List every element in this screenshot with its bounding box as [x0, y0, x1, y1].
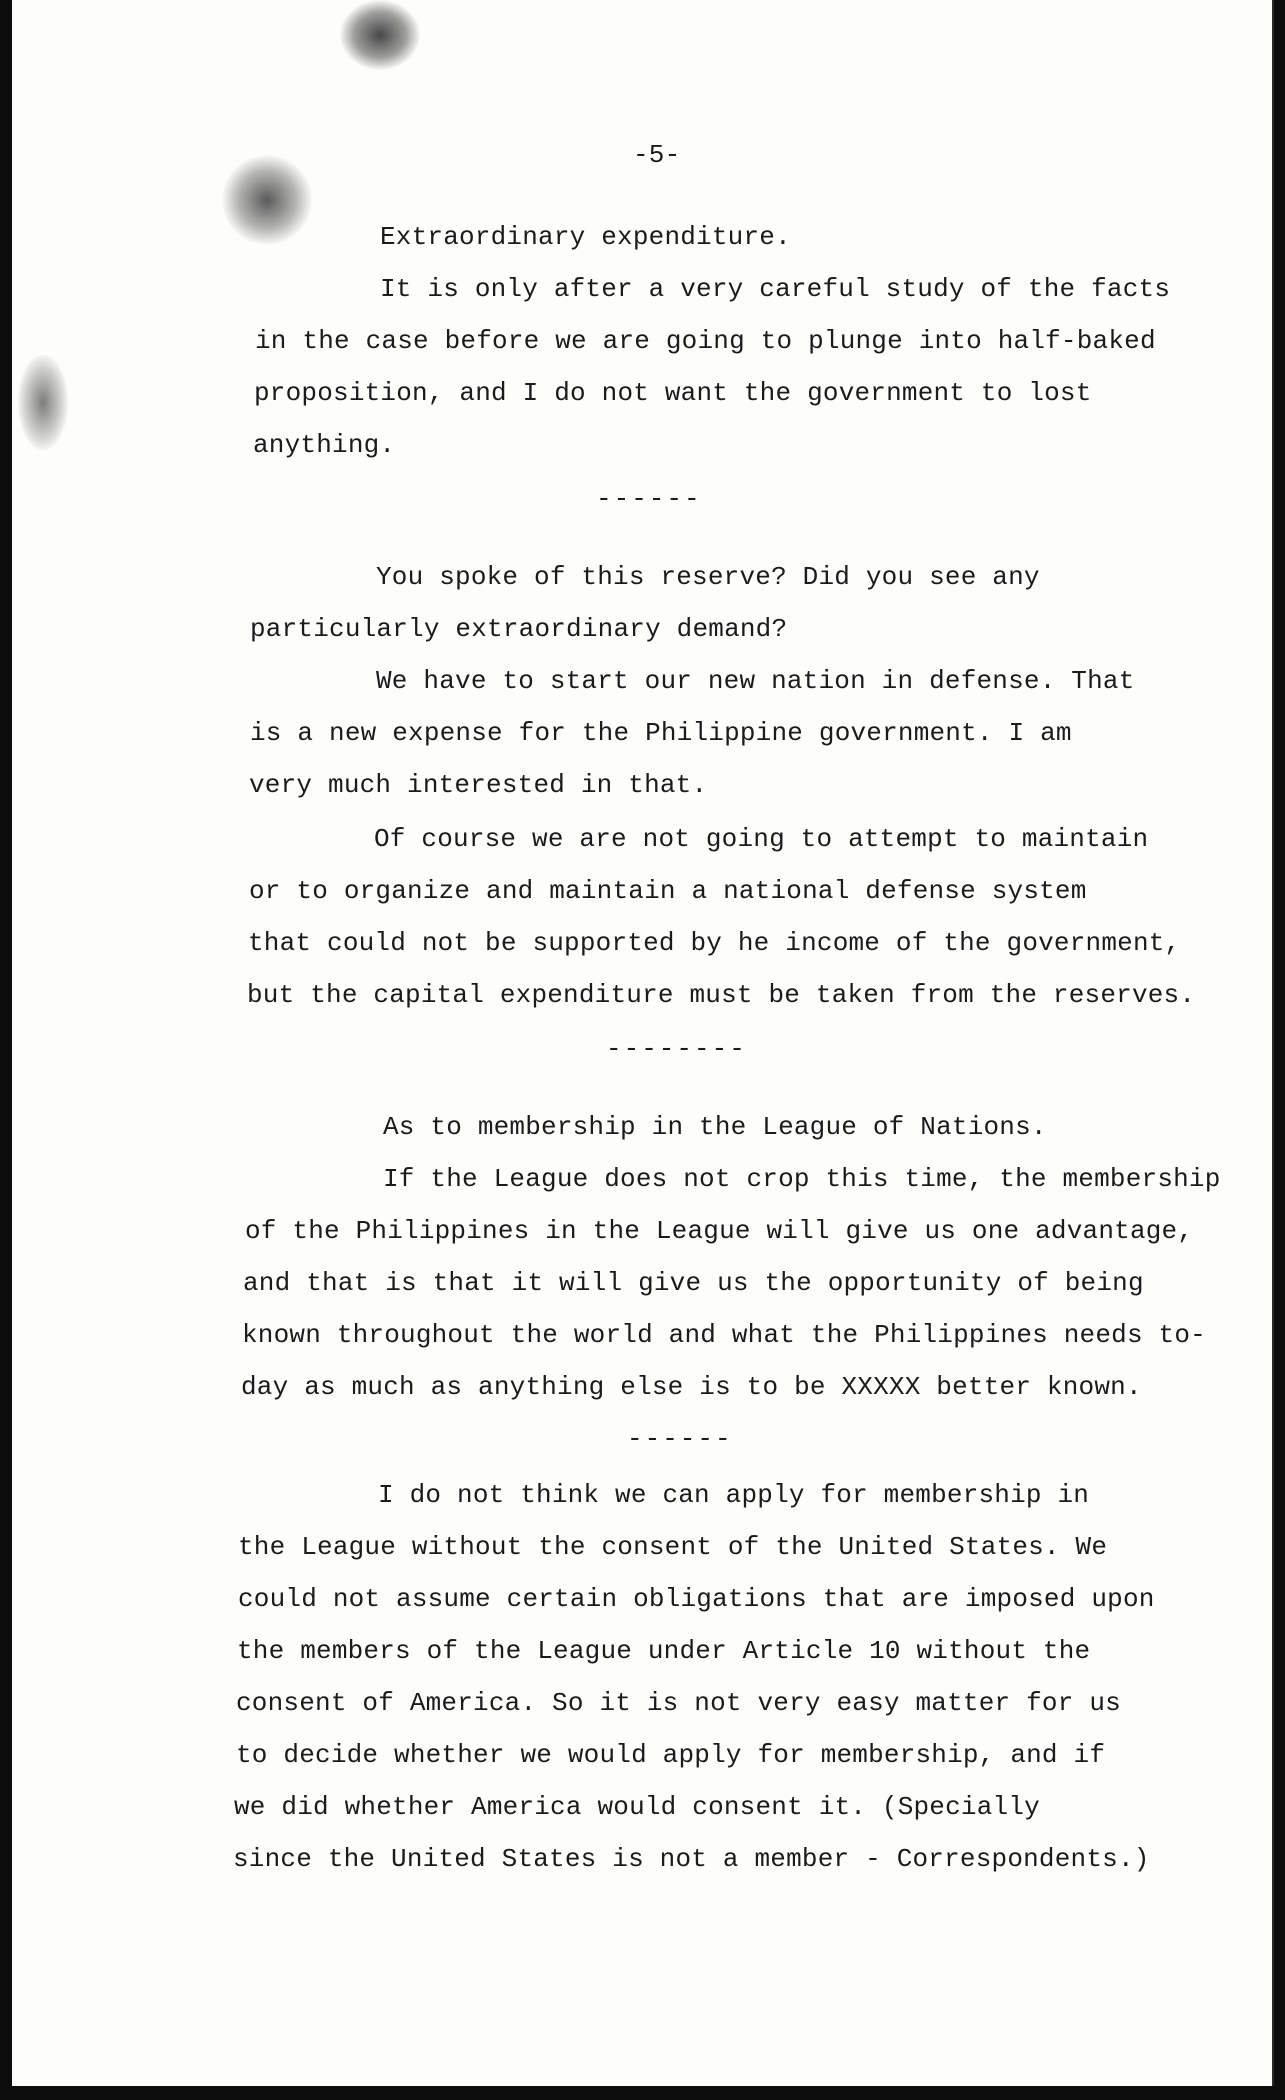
page-number: -5- [633, 140, 681, 170]
ink-stain [18, 355, 68, 450]
text-line: and that is that it will give us the opportunity of being [243, 1268, 1144, 1298]
text-line: anything. [253, 430, 396, 460]
text-line: We have to start our new nation in defense. That [376, 666, 1135, 696]
text-line: Of course we are not going to attempt to maintain [374, 824, 1149, 854]
text-line: the members of the League under Article 10 without the [237, 1636, 1091, 1666]
text-line: proposition, and I do not want the government to lost [254, 378, 1092, 408]
page-edge [1272, 0, 1274, 2086]
text-line: very much interested in that. [249, 770, 708, 800]
text-line: known throughout the world and what the Philippines needs to- [242, 1320, 1206, 1350]
text-line: that could not be supported by he income of the government, [248, 928, 1181, 958]
text-line: could not assume certain obligations that are imposed upon [238, 1584, 1155, 1614]
text-line: of the Philippines in the League will give us one advantage, [245, 1216, 1194, 1246]
text-line: If the League does not crop this time, the membership [383, 1164, 1221, 1194]
text-line: day as much as anything else is to be XXXXX better known. [241, 1372, 1142, 1402]
text-line: the League without the consent of the United States. We [238, 1532, 1108, 1562]
section-separator: ------ [596, 484, 702, 514]
text-line: we did whether America would consent it. (Specially [234, 1792, 1040, 1822]
text-line: particularly extraordinary demand? [250, 614, 788, 644]
ink-stain [340, 0, 420, 70]
text-line: You spoke of this reserve? Did you see any [376, 562, 1040, 592]
text-line: As to membership in the League of Nations. [383, 1112, 1047, 1142]
text-line: consent of America. So it is not very easy matter for us [236, 1688, 1121, 1718]
text-line: or to organize and maintain a national defense system [249, 876, 1087, 906]
text-line: Extraordinary expenditure. [380, 222, 791, 252]
text-line: in the case before we are going to plunge into half-baked [255, 326, 1156, 356]
section-separator: ------ [627, 1424, 733, 1454]
text-line: since the United States is not a member - Correspondents.) [233, 1844, 1150, 1874]
ink-stain [222, 155, 312, 245]
text-line: It is only after a very careful study of the facts [380, 274, 1171, 304]
text-line: to decide whether we would apply for membership, and if [236, 1740, 1106, 1770]
text-line: is a new expense for the Philippine government. I am [250, 718, 1072, 748]
text-line: I do not think we can apply for membership in [378, 1480, 1090, 1510]
section-separator: -------- [606, 1034, 747, 1064]
text-line: but the capital expenditure must be taken from the reserves. [247, 980, 1196, 1010]
